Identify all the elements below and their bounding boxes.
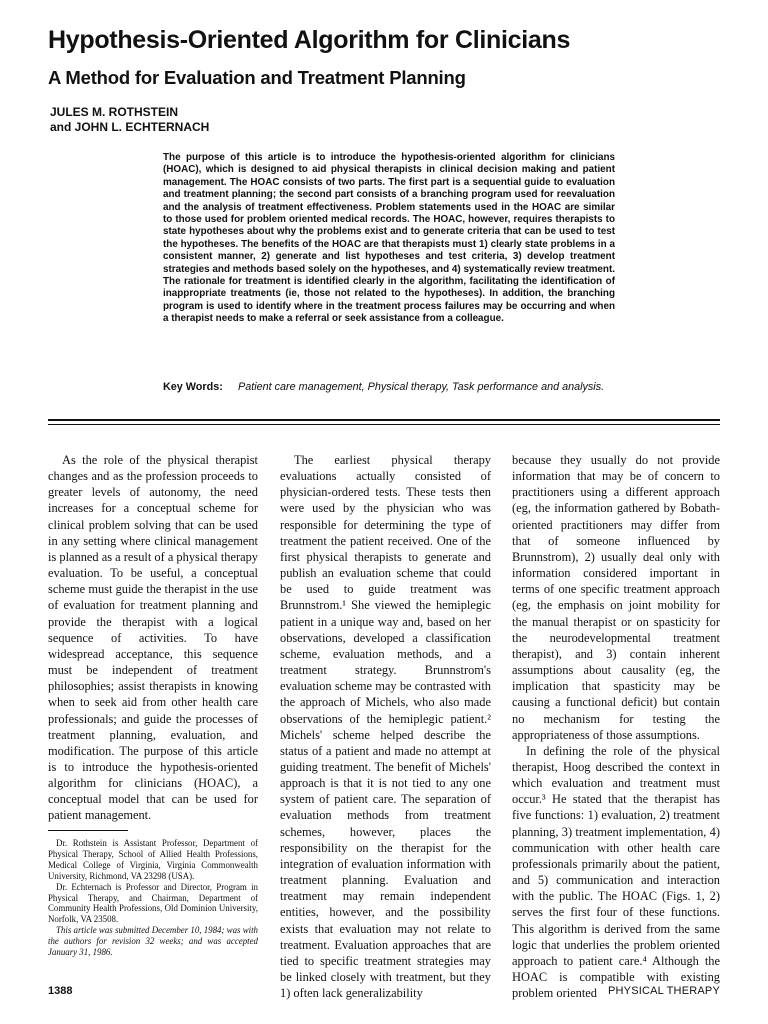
- author-2: and JOHN L. ECHTERNACH: [50, 120, 210, 134]
- continuation-paragraph: because they usually do not provide information that may be of concern to practitioners using a different approach (eg, the information gathered by Bobath-oriented practitioners may differ from that of someone influenced by Brunnstrom), 2) usually deal only with information considered important in terms of one specific treatment approach (eg, the emphasis on joint mobility for the manual therapist or on spasticity for the neurodevelopmental treatment therapist), and 3) contain inherent assumptions about causality (eg, the implication that spasticity may be causing a functional deficit) but contain no mechanism for testing the appropriateness of those assumptions.: [512, 453, 720, 742]
- header-divider-thin: [48, 424, 720, 425]
- body-column-1: [48, 452, 258, 824]
- footnote-echternach: Dr. Echternach is Professor and Director, Program in Physical Therapy, and Chairman, Department of Community Health Professions, Old Dominion University, Norfolk, VA 23508.: [48, 881, 258, 925]
- header-divider: [48, 419, 720, 421]
- keywords-label: Key Words:: [163, 381, 223, 393]
- hoog-paragraph: In defining the role of the physical therapist, Hoog described the context in which evaluation and treatment must occur.³ He stated that the therapist has five functions: 1) evaluation, 2) treatment planning, 3) treatment implementation, 4) communication with other health care professionals primarily about the patient, and 5) communication and interaction with the public. The HOAC (Figs. 1, 2) serves the first four of these functions. This algorithm is derived from the same logic that underlies the problem oriented approach to patient care.⁴ Although the HOAC is compatible with existing problem oriented: [512, 743, 720, 1001]
- footnote-submission: This article was submitted December 10, 1984; was with the authors for revision 32 weeks; and was accepted January 31, 1986.: [48, 925, 258, 958]
- footnotes: [48, 838, 258, 958]
- article-title: Hypothesis-Oriented Algorithm for Clinicians: [48, 26, 571, 54]
- page-number: 1388: [48, 985, 73, 997]
- article-subtitle: A Method for Evaluation and Treatment Planning: [48, 67, 466, 88]
- footnote-rothstein: Dr. Rothstein is Assistant Professor, Department of Physical Therapy, School of Allied Health Professions, Medical College of Virginia, Virginia Commonwealth University, Richmond, VA 23298 (USA).: [48, 838, 258, 881]
- footnote-divider: [48, 830, 128, 831]
- body-column-2: [280, 452, 491, 1001]
- abstract: The purpose of this article is to introduce the hypothesis-oriented algorithm for clinicians (HOAC), which is designed to aid physical therapists in clinical decision making and patient management. The HOAC consists of two parts. The first part is a sequential guide to evaluation and treatment planning; the second part consists of a branching program used for reevaluation and the analysis of treatment effectiveness. Problem statements used in the HOAC are similar to those used for problem oriented medical records. The HOAC, however, requires therapists to state hypotheses about why the problems exist and to generate criteria that can be used to test the hypotheses. The benefits of the HOAC are that therapists must 1) clearly state problems in a consistent manner, 2) generate and list hypotheses and test criteria, 3) develop treatment strategies and methods based solely on the hypotheses, and 4) systematically review treatment. The rationale for treatment is identified clearly in the algorithm, facilitating the identification of inappropriate treatments (ie, those not related to the hypotheses). In addition, the branching program is used to identify where in the treatment process failures may be occurring and when a therapist needs to make a referral or seek assistance from a colleague.: [163, 152, 615, 325]
- intro-paragraph: As the role of the physical therapist changes and as the profession proceeds to greater levels of autonomy, the need increases for a conceptual scheme for clinical problem solving that can be used in any setting where clinical management is planned as a result of a physical therapy evaluation. To be useful, a conceptual scheme must guide the therapist in the use of evaluation for treatment planning and provide the therapist with a logical sequence of activities. To have widespread acceptance, this sequence must be independent of treatment philosophies; assist therapists in knowing when to seek aid from other health care professionals; and guide the processes of treatment planning, evaluation, and modification. The purpose of this article is to introduce the hypothesis-oriented algorithm for clinicians (HOAC), a conceptual model that can be used for patient management.: [48, 453, 258, 823]
- author-1: JULES M. ROTHSTEIN: [50, 105, 179, 119]
- keywords-text: Patient care management, Physical therapy, Task performance and analysis.: [238, 381, 605, 393]
- journal-name: PHYSICAL THERAPY: [607, 985, 720, 997]
- history-paragraph: The earliest physical therapy evaluations actually consisted of physician-ordered tests. These tests then were used by the physician who was responsible for determining the type of treatment the patient received. One of the first physical therapists to generate and publish an evaluation scheme that could be used to guide treatment was Brunnstrom.¹ She viewed the hemiplegic patient in a unique way and, based on her observations, developed a classification scheme, evaluation methods, and a treatment strategy. Brunnstrom's evaluation scheme may be contrasted with the approach of Michels, who also made observations of the hemiplegic patient.² Michels' scheme helped describe the status of a patient and made no attempt at guiding treatment. The benefit of Michels' approach is that it is not tied to any one system of patient care. The separation of evaluation methods from treatment schemes, however, places the responsibility on the therapist for the integration of evaluation information with treatment planning. Evaluation and treatment may remain independent entities, however, and the possibility exists that evaluation may not relate to treatment. Evaluation approaches that are tied to specific treatment strategies may be linked closely with treatment, but they 1) often lack generalizability: [280, 453, 491, 1001]
- body-column-3: [512, 452, 720, 1001]
